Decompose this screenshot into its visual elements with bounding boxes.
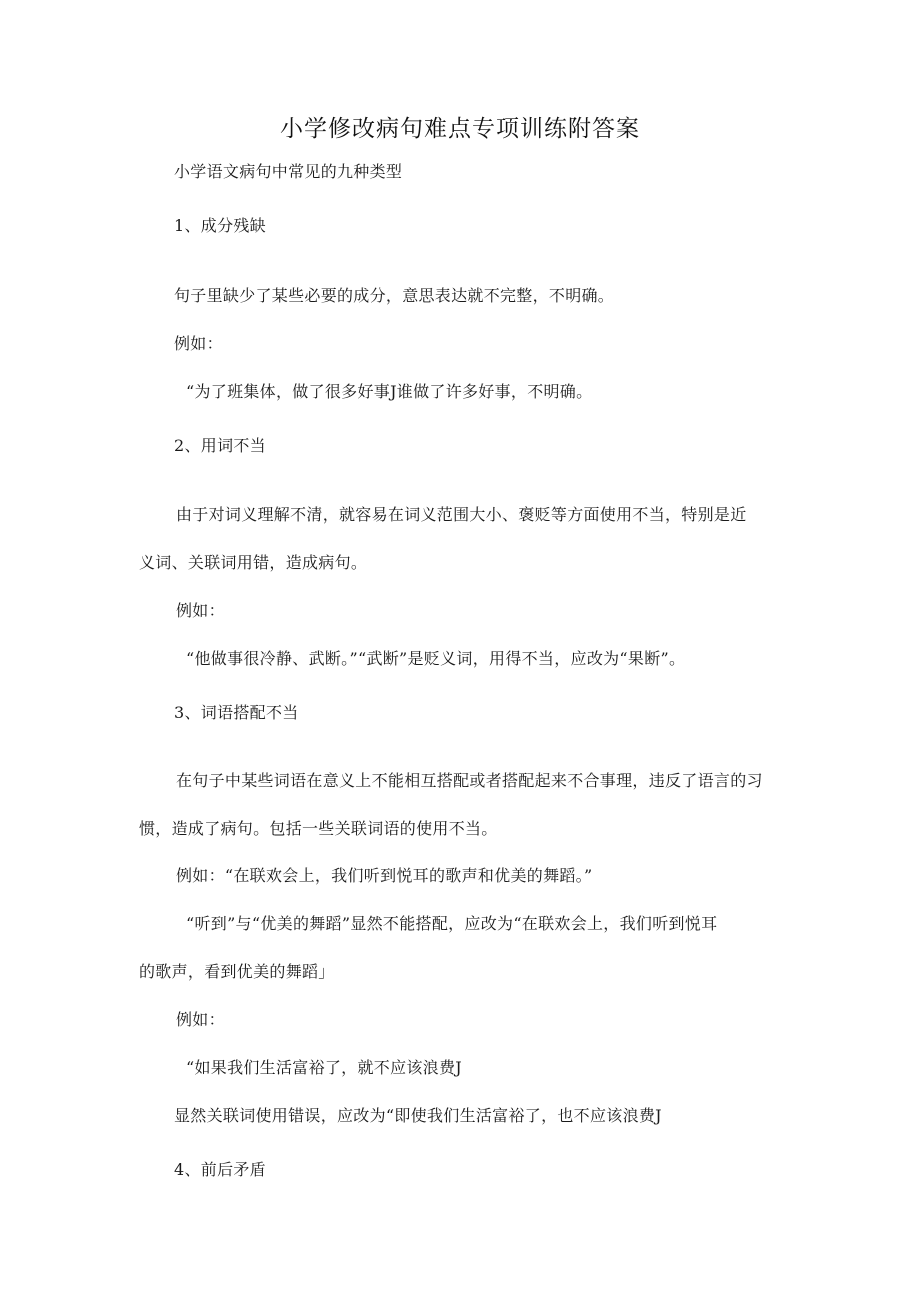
document-title: 小学修改病句难点专项训练附答案 bbox=[280, 116, 640, 142]
paragraph: 例如： bbox=[176, 1010, 225, 1029]
section-heading: 2、用词不当 bbox=[174, 436, 266, 455]
paragraph: 由于对词义理解不清，就容易在词义范围大小、褒贬等方面使用不当，特别是近 bbox=[176, 505, 747, 524]
document-subtitle: 小学语文病句中常见的九种类型 bbox=[174, 162, 403, 181]
paragraph: 显然关联词使用错误，应改为“即使我们生活富裕了，也不应该浪费J bbox=[174, 1106, 662, 1125]
section-heading: 1、成分残缺 bbox=[174, 216, 266, 235]
paragraph: 在句子中某些词语在意义上不能相互搭配或者搭配起来不合事理，违反了语言的习 bbox=[176, 771, 763, 790]
paragraph: “为了班集体，做了很多好事J谁做了许多好事，不明确。 bbox=[186, 382, 593, 401]
paragraph: “如果我们生活富裕了，就不应该浪费J bbox=[186, 1058, 462, 1077]
paragraph: 例如： bbox=[174, 334, 223, 353]
paragraph: “听到”与“优美的舞蹈”显然不能搭配，应改为“在联欢会上，我们听到悦耳 bbox=[186, 914, 718, 933]
paragraph: 的歌声，看到优美的舞蹈」 bbox=[139, 962, 335, 981]
paragraph: 例如：“在联欢会上，我们听到悦耳的歌声和优美的舞蹈。” bbox=[176, 866, 593, 885]
paragraph: “他做事很冷静、武断。”“武断”是贬义词，用得不当，应改为“果断”。 bbox=[186, 649, 686, 668]
paragraph: 句子里缺少了某些必要的成分，意思表达就不完整，不明确。 bbox=[174, 286, 615, 305]
paragraph: 惯，造成了病句。包括一些关联词语的使用不当。 bbox=[139, 819, 498, 838]
section-heading: 3、词语搭配不当 bbox=[174, 703, 299, 722]
section-heading: 4、前后矛盾 bbox=[174, 1160, 266, 1179]
paragraph: 例如： bbox=[176, 601, 225, 620]
paragraph: 义词、关联词用错，造成病句。 bbox=[139, 553, 368, 572]
